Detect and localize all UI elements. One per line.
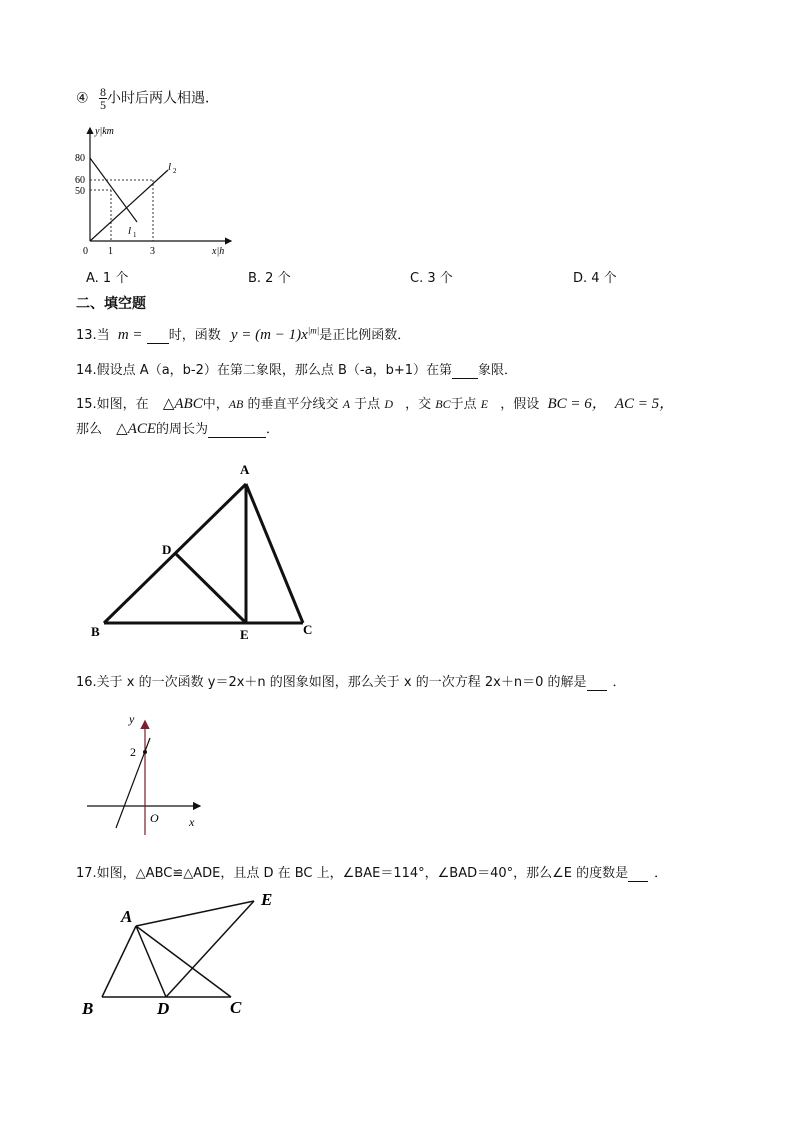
q15-e: E xyxy=(480,397,489,411)
q15-line2-a: 那么 xyxy=(76,422,103,437)
q13-exponent: |m| xyxy=(307,325,320,336)
q15-tri-ace: △ACE xyxy=(116,421,157,437)
fig15-label-d: D xyxy=(162,542,172,557)
fig15-label-b: B xyxy=(91,624,100,639)
choice-b[interactable]: B. 2 个 xyxy=(248,271,291,286)
fig16-label-x: x xyxy=(189,815,195,829)
choice-a[interactable]: A. 1 个 xyxy=(86,271,129,286)
fig17-side-ae xyxy=(136,901,254,926)
graph1-xtick-0: 0 xyxy=(83,246,88,257)
choice-c[interactable]: C. 3 个 xyxy=(410,271,453,286)
fig15-label-c: C xyxy=(303,622,313,637)
q15-tri-abc: △ABC xyxy=(162,396,203,412)
graph1-l1-label: l xyxy=(128,225,132,237)
graph1-ytick-60: 60 xyxy=(75,175,85,186)
item4-text: 小时后两人相遇． xyxy=(107,90,220,107)
q13-suffix: 是正比例函数． xyxy=(319,328,411,343)
fig15-label-a: A xyxy=(240,462,250,477)
q17-text-a: 17.如图，△ABC≌△ADE，且点 D 在 BC 上，∠BAE＝114°，∠BAD＝40°，那么∠E 的度数是 xyxy=(76,866,629,881)
fig17-label-b: B xyxy=(82,999,94,1018)
q15-a: A xyxy=(342,397,351,411)
q14-text-a: 14.假设点 A（a，b-2）在第二象限，那么点 B（-a，b+1）在第 xyxy=(76,363,453,378)
q15-line1-c: 的垂直平分线交 xyxy=(247,397,339,412)
q15-line1-f: 于点 xyxy=(450,397,477,412)
q15-d: D xyxy=(384,397,393,411)
choice-d[interactable]: D. 4 个 xyxy=(573,271,617,286)
q15-line2-end: ． xyxy=(266,422,280,437)
fig17-label-c: C xyxy=(230,998,242,1017)
q13-m-eq: m = xyxy=(117,327,143,343)
graph1-xlabel: x|h xyxy=(212,246,225,257)
fig17-label-a: A xyxy=(121,907,133,926)
graph1-ylabel: y|km xyxy=(95,126,114,137)
q13-formula: y = (m − 1)x xyxy=(230,327,308,343)
fig16-label-o: O xyxy=(150,811,159,825)
graph1-xtick-3: 3 xyxy=(150,246,155,257)
q15-line2-b: 的周长为 xyxy=(156,422,209,437)
item4-marker: ④ xyxy=(76,90,89,107)
fig16-label-2: 2 xyxy=(130,745,136,759)
q15-ac-eq: AC = 5， xyxy=(614,396,675,412)
fig17-label-e: E xyxy=(261,890,273,909)
fig17-side-de xyxy=(166,901,254,997)
q15-line1-e: ，交 xyxy=(405,397,432,412)
section-title: 二、填空题 xyxy=(76,296,146,312)
graph1-ytick-80: 80 xyxy=(75,153,85,164)
graph1-xtick-1: 1 xyxy=(108,246,113,257)
graph1-l2-sub: 2 xyxy=(173,167,177,175)
graph1-l1-sub: 1 xyxy=(133,231,137,239)
q16-text-b: ． xyxy=(612,675,626,690)
item4-frac-den: 5 xyxy=(100,98,107,112)
q14-text-b: 象限． xyxy=(478,363,518,378)
q13-mid: 时，函数 xyxy=(168,328,221,343)
fig17-label-d: D xyxy=(157,999,170,1018)
q15-bc: BC xyxy=(435,397,451,411)
q15-bc-eq: BC = 6， xyxy=(547,396,607,412)
q15-ab: AB xyxy=(228,397,244,411)
item4-frac-num: 8 xyxy=(100,85,107,99)
q17-text-b: ． xyxy=(654,866,668,881)
q15-line1-d: 于点 xyxy=(354,397,381,412)
q15-line1-g: ，假设 xyxy=(500,397,540,412)
fig16-label-y: y xyxy=(129,712,135,726)
q15-line1-b: 中， xyxy=(202,397,229,412)
fig17-side-ab xyxy=(102,926,136,997)
graph1-l2-label: l xyxy=(168,161,172,173)
q16-text-a: 16.关于 x 的一次函数 y＝2x＋n 的图象如图，那么关于 x 的一次方程 2x＋n＝0 的解是 xyxy=(76,675,587,690)
graph1-ytick-50: 50 xyxy=(75,186,85,197)
fig15-label-e: E xyxy=(240,627,249,642)
q13-prefix: 13.当 xyxy=(76,328,110,343)
q15-line1-a: 15.如图，在 xyxy=(76,397,149,412)
